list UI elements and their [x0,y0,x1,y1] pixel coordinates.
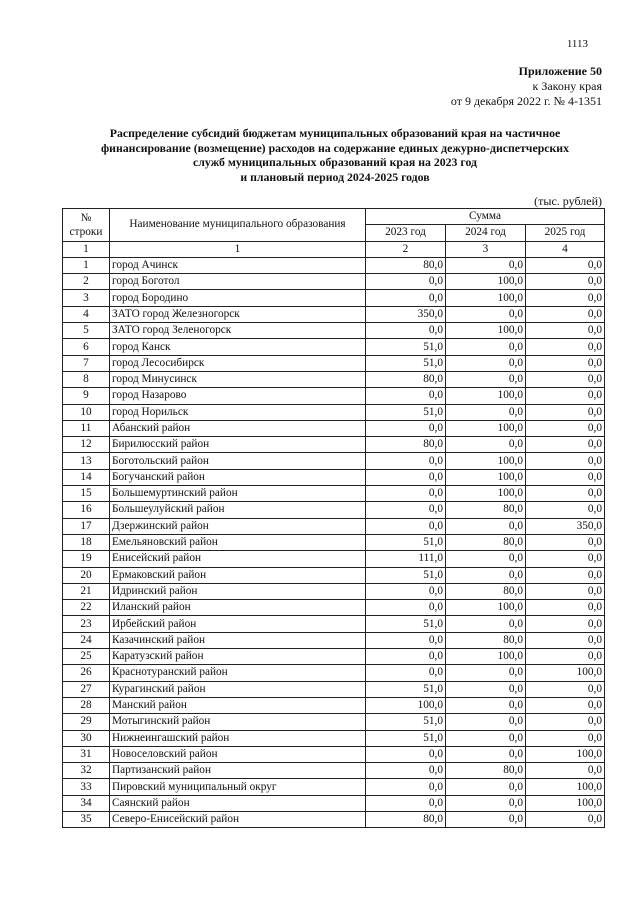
table-row [63,665,605,681]
amount-2024-cell: 0,0 [446,404,526,420]
table-row [63,551,605,567]
table-row [63,388,605,404]
table-row [63,616,605,632]
amount-2023-cell: 111,0 [366,551,446,567]
table-row [63,486,605,502]
amount-2023-cell: 0,0 [366,290,446,306]
amount-2023-cell: 0,0 [366,518,446,534]
amount-2023-cell: 0,0 [366,469,446,485]
header-row-number-symbol: № [80,211,92,224]
municipality-name-cell: Новоселовский район [110,746,366,762]
municipality-name-cell: Боготольский район [110,453,366,469]
amount-2024-cell: 80,0 [446,763,526,779]
amount-2025-cell: 0,0 [526,697,605,713]
row-number-cell: 16 [63,502,110,518]
amount-2023-cell: 51,0 [366,404,446,420]
amount-2024-cell: 0,0 [446,795,526,811]
amount-2025-cell: 0,0 [526,257,605,273]
row-number-cell: 35 [63,811,110,827]
municipality-name-cell: Курагинский район [110,681,366,697]
row-number-cell: 9 [63,388,110,404]
amount-2025-cell: 0,0 [526,437,605,453]
amount-2023-cell: 0,0 [366,486,446,502]
amount-2025-cell: 0,0 [526,290,605,306]
municipality-name-cell: город Назарово [110,388,366,404]
row-number-cell: 11 [63,420,110,436]
table-row [63,649,605,665]
amount-2025-cell: 0,0 [526,274,605,290]
amount-2023-cell: 0,0 [366,779,446,795]
row-number-cell: 33 [63,779,110,795]
municipality-name-cell: город Минусинск [110,371,366,387]
amount-2024-cell: 0,0 [446,437,526,453]
table-row [63,746,605,762]
amount-2023-cell: 51,0 [366,339,446,355]
amount-2023-cell: 100,0 [366,697,446,713]
table-row [63,323,605,339]
municipality-name-cell: Бирилюсский район [110,437,366,453]
table-row [63,290,605,306]
amount-2025-cell: 0,0 [526,583,605,599]
table-row [63,763,605,779]
table-row [63,795,605,811]
table-row [63,469,605,485]
table-row [63,420,605,436]
row-number-cell: 24 [63,632,110,648]
table-row [63,371,605,387]
index-cell: 1 [110,241,366,257]
appendix-block [451,64,602,109]
amount-2025-cell: 100,0 [526,795,605,811]
amount-2023-cell: 51,0 [366,567,446,583]
row-number-cell: 34 [63,795,110,811]
title-line: финансирование (возмещение) расходов на содержание единых дежурно-диспетчерских [101,140,569,155]
index-cell: 4 [526,241,605,257]
amount-2024-cell: 0,0 [446,518,526,534]
amount-2024-cell: 100,0 [446,388,526,404]
index-cell: 1 [63,241,110,257]
amount-2025-cell: 0,0 [526,681,605,697]
municipality-name-cell: Мотыгинский район [110,714,366,730]
amount-2024-cell: 0,0 [446,746,526,762]
amount-2024-cell: 80,0 [446,534,526,550]
amount-2025-cell: 0,0 [526,388,605,404]
amount-2023-cell: 0,0 [366,649,446,665]
title-line: Распределение субсидий бюджетам муниципальных образований края на частичное [109,126,561,140]
header-sum: Сумма [366,209,605,225]
row-number-cell: 3 [63,290,110,306]
table-row [63,681,605,697]
amount-2024-cell: 80,0 [446,632,526,648]
amount-2024-cell: 0,0 [446,551,526,567]
row-number-cell: 4 [63,306,110,322]
header-row-number [63,209,110,242]
amount-2023-cell: 80,0 [366,811,446,827]
municipality-name-cell: Краснотуранский район [110,665,366,681]
title-line: служб муниципальных образований края на 2023 год [193,155,477,169]
row-number-cell: 20 [63,567,110,583]
municipality-name-cell: Иланский район [110,600,366,616]
amount-2023-cell: 0,0 [366,453,446,469]
amount-2023-cell: 0,0 [366,632,446,648]
municipality-name-cell: Богучанский район [110,469,366,485]
row-number-cell: 14 [63,469,110,485]
amount-2025-cell: 0,0 [526,600,605,616]
amount-2025-cell: 0,0 [526,763,605,779]
amount-2023-cell: 0,0 [366,763,446,779]
row-number-cell: 18 [63,534,110,550]
amount-2025-cell: 0,0 [526,339,605,355]
amount-2024-cell: 0,0 [446,371,526,387]
header-year-2023: 2023 год [366,225,446,241]
table-row [63,632,605,648]
amount-2024-cell: 100,0 [446,290,526,306]
amount-2023-cell: 0,0 [366,795,446,811]
row-number-cell: 1 [63,257,110,273]
amount-2025-cell: 100,0 [526,779,605,795]
municipality-name-cell: ЗАТО город Железногорск [110,306,366,322]
amount-2024-cell: 80,0 [446,583,526,599]
row-number-cell: 5 [63,323,110,339]
subsidy-table [62,208,605,828]
table-row [63,306,605,322]
amount-2025-cell: 0,0 [526,404,605,420]
amount-2024-cell: 100,0 [446,469,526,485]
amount-2025-cell: 0,0 [526,502,605,518]
row-number-cell: 25 [63,649,110,665]
appendix-title: Приложение 50 [518,64,602,78]
index-cell: 2 [366,241,446,257]
amount-2023-cell: 0,0 [366,600,446,616]
municipality-name-cell: Дзержинский район [110,518,366,534]
municipality-name-cell: Большеулуйский район [110,502,366,518]
amount-2024-cell: 100,0 [446,453,526,469]
table-body [63,257,605,827]
row-number-cell: 10 [63,404,110,420]
table-row [63,600,605,616]
page-number: 1113 [566,38,588,50]
amount-2025-cell: 0,0 [526,811,605,827]
amount-2024-cell: 0,0 [446,665,526,681]
table-row [63,697,605,713]
amount-2024-cell: 0,0 [446,730,526,746]
amount-2024-cell: 0,0 [446,567,526,583]
table-row [63,811,605,827]
amount-2024-cell: 100,0 [446,649,526,665]
amount-2023-cell: 80,0 [366,371,446,387]
amount-2025-cell: 0,0 [526,534,605,550]
amount-2025-cell: 100,0 [526,746,605,762]
municipality-name-cell: город Норильск [110,404,366,420]
table-row [63,583,605,599]
table-row [63,714,605,730]
amount-2025-cell: 0,0 [526,616,605,632]
row-number-cell: 31 [63,746,110,762]
amount-2025-cell: 0,0 [526,306,605,322]
row-number-cell: 29 [63,714,110,730]
municipality-name-cell: Большемуртинский район [110,486,366,502]
municipality-name-cell: Манский район [110,697,366,713]
row-number-cell: 30 [63,730,110,746]
row-number-cell: 19 [63,551,110,567]
table-row [63,339,605,355]
municipality-name-cell: Партизанский район [110,763,366,779]
amount-2023-cell: 0,0 [366,746,446,762]
amount-2024-cell: 0,0 [446,681,526,697]
municipality-name-cell: ЗАТО город Зеленогорск [110,323,366,339]
amount-2024-cell: 0,0 [446,779,526,795]
appendix-law-date: от 9 декабря 2022 г. № 4-1351 [450,94,602,108]
municipality-name-cell: Пировский муниципальный округ [110,779,366,795]
table-row [63,730,605,746]
amount-2025-cell: 0,0 [526,714,605,730]
amount-2025-cell: 100,0 [526,665,605,681]
amount-2025-cell: 0,0 [526,486,605,502]
amount-2023-cell: 0,0 [366,502,446,518]
municipality-name-cell: город Лесосибирск [110,355,366,371]
row-number-cell: 23 [63,616,110,632]
amount-2023-cell: 350,0 [366,306,446,322]
row-number-cell: 7 [63,355,110,371]
row-number-cell: 27 [63,681,110,697]
amount-2023-cell: 0,0 [366,583,446,599]
amount-2025-cell: 350,0 [526,518,605,534]
amount-2024-cell: 0,0 [446,714,526,730]
table-row [63,257,605,273]
amount-2023-cell: 51,0 [366,534,446,550]
table-row [63,274,605,290]
row-number-cell: 21 [63,583,110,599]
amount-2024-cell: 100,0 [446,420,526,436]
amount-2025-cell: 0,0 [526,632,605,648]
appendix-law-ref: к Закону края [532,79,602,93]
amount-2023-cell: 80,0 [366,437,446,453]
row-number-cell: 13 [63,453,110,469]
row-number-cell: 28 [63,697,110,713]
municipality-name-cell: Идринский район [110,583,366,599]
amount-2024-cell: 0,0 [446,339,526,355]
amount-2025-cell: 0,0 [526,371,605,387]
amount-2023-cell: 51,0 [366,730,446,746]
row-number-cell: 26 [63,665,110,681]
amount-2023-cell: 0,0 [366,388,446,404]
amount-2025-cell: 0,0 [526,355,605,371]
municipality-name-cell: Саянский район [110,795,366,811]
row-number-cell: 22 [63,600,110,616]
row-number-cell: 2 [63,274,110,290]
amount-2025-cell: 0,0 [526,469,605,485]
row-number-cell: 6 [63,339,110,355]
municipality-name-cell: город Бородино [110,290,366,306]
table-row [63,437,605,453]
municipality-name-cell: Казачинский район [110,632,366,648]
amount-2023-cell: 51,0 [366,355,446,371]
amount-2025-cell: 0,0 [526,649,605,665]
table-row [63,567,605,583]
amount-2025-cell: 0,0 [526,567,605,583]
amount-2023-cell: 0,0 [366,323,446,339]
row-number-cell: 17 [63,518,110,534]
amount-2024-cell: 100,0 [446,600,526,616]
amount-2025-cell: 0,0 [526,323,605,339]
municipality-name-cell: Емельяновский район [110,534,366,550]
amount-2023-cell: 0,0 [366,420,446,436]
header-municipality: Наименование муниципального образования [110,209,366,242]
municipality-name-cell: Ирбейский район [110,616,366,632]
row-number-cell: 8 [63,371,110,387]
amount-2024-cell: 0,0 [446,616,526,632]
document-title [60,126,610,184]
table-row [63,404,605,420]
table-row [63,518,605,534]
amount-2024-cell: 100,0 [446,323,526,339]
amount-2023-cell: 0,0 [366,274,446,290]
amount-2024-cell: 0,0 [446,811,526,827]
municipality-name-cell: город Ачинск [110,257,366,273]
amount-2024-cell: 80,0 [446,502,526,518]
amount-2023-cell: 51,0 [366,714,446,730]
amount-2023-cell: 0,0 [366,665,446,681]
table-row [63,779,605,795]
amount-2025-cell: 0,0 [526,551,605,567]
table-row [63,355,605,371]
amount-2024-cell: 0,0 [446,697,526,713]
amount-2023-cell: 51,0 [366,681,446,697]
units-label: (тыс. рублей) [534,194,602,208]
amount-2024-cell: 100,0 [446,486,526,502]
row-number-cell: 32 [63,763,110,779]
header-row-number-label: строки [69,225,103,238]
amount-2025-cell: 0,0 [526,420,605,436]
index-cell: 3 [446,241,526,257]
amount-2023-cell: 51,0 [366,616,446,632]
municipality-name-cell: Ермаковский район [110,567,366,583]
table-row [63,534,605,550]
municipality-name-cell: Северо-Енисейский район [110,811,366,827]
header-year-2025: 2025 год [526,225,605,241]
municipality-name-cell: город Боготол [110,274,366,290]
amount-2024-cell: 0,0 [446,306,526,322]
municipality-name-cell: город Канск [110,339,366,355]
municipality-name-cell: Абанский район [110,420,366,436]
municipality-name-cell: Енисейский район [110,551,366,567]
header-year-2024: 2024 год [446,225,526,241]
amount-2024-cell: 0,0 [446,257,526,273]
table-row [63,502,605,518]
amount-2025-cell: 0,0 [526,730,605,746]
title-line: и плановый период 2024-2025 годов [240,169,430,184]
table-row [63,453,605,469]
amount-2024-cell: 0,0 [446,355,526,371]
amount-2025-cell: 0,0 [526,453,605,469]
municipality-name-cell: Нижнеингашский район [110,730,366,746]
row-number-cell: 15 [63,486,110,502]
row-number-cell: 12 [63,437,110,453]
amount-2024-cell: 100,0 [446,274,526,290]
municipality-name-cell: Каратузский район [110,649,366,665]
amount-2023-cell: 80,0 [366,257,446,273]
